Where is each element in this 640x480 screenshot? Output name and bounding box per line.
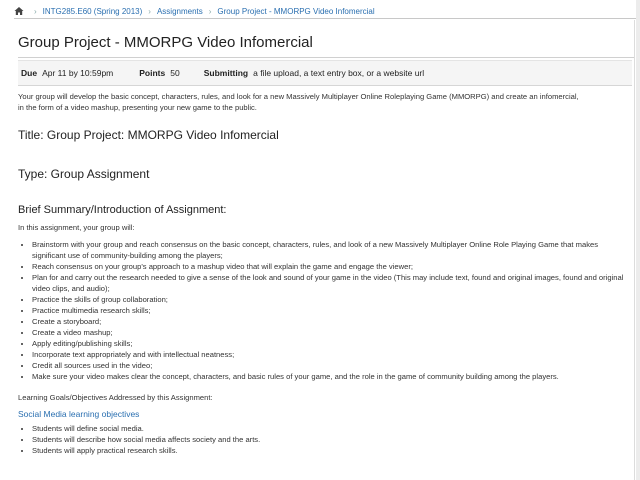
- brief-intro-text: In this assignment, your group will:: [18, 223, 135, 232]
- list-item: • Credit all sources used in the video;: [32, 360, 630, 371]
- assignment-task-list: [18, 239, 630, 382]
- social-media-objectives-list: [18, 423, 630, 456]
- title-divider: [18, 57, 634, 58]
- breadcrumb-assignments-link[interactable]: Assignments: [156, 6, 203, 16]
- list-item: • Create a video mashup;: [32, 327, 630, 338]
- content-border: [634, 20, 635, 480]
- breadcrumb-divider: [14, 18, 636, 19]
- intro-line: in the form of a video mashup, presenting your new game to the public.: [18, 103, 257, 112]
- submitting-label: Submitting: [203, 68, 249, 78]
- assignment-details-bar: [18, 60, 632, 86]
- list-item: • Make sure your video makes clear the concept, characters, and basic rules of your game, and the role in the game of community building among the players.: [32, 371, 630, 382]
- points-label: Points: [139, 68, 166, 78]
- scrollbar[interactable]: [636, 0, 640, 480]
- intro-line: Your group will develop the basic concept, characters, rules, and look for a new Massively Multiplayer Online Roleplaying Game (MMORPG) and create an infomercial,: [18, 92, 579, 101]
- social-media-objectives-link[interactable]: Social Media learning objectives: [18, 409, 140, 419]
- type-heading: Type: Group Assignment: [18, 167, 150, 181]
- breadcrumb-separator-icon: ›: [34, 6, 37, 16]
- list-item: • Practice multimedia research skills;: [32, 305, 630, 316]
- page-title: Group Project - MMORPG Video Infomercial: [18, 34, 313, 51]
- due-label: Due: [21, 68, 38, 78]
- intro-paragraph: [18, 91, 630, 113]
- submitting-value: a file upload, a text entry box, or a website url: [253, 68, 425, 78]
- list-item: • Students will apply practical research skills.: [32, 445, 630, 456]
- list-item: • Students will define social media.: [32, 423, 630, 434]
- learning-goals-text: Learning Goals/Objectives Addressed by this Assignment:: [18, 393, 213, 402]
- breadcrumb-current-link[interactable]: Group Project - MMORPG Video Infomercial: [217, 6, 375, 16]
- list-item: • Apply editing/publishing skills;: [32, 338, 630, 349]
- title-heading: Title: Group Project: MMORPG Video Infomercial: [18, 128, 279, 142]
- breadcrumb-course-link[interactable]: INTG285.E60 (Spring 2013): [42, 6, 143, 16]
- home-icon[interactable]: [14, 6, 24, 16]
- list-item: • Create a storyboard;: [32, 316, 630, 327]
- assignment-description: [18, 91, 630, 456]
- list-item: • Practice the skills of group collaboration;: [32, 294, 630, 305]
- due-value: Apr 11 by 10:59pm: [42, 68, 114, 78]
- list-item: • Incorporate text appropriately and with intellectual neatness;: [32, 349, 630, 360]
- breadcrumb-separator-icon: ›: [208, 6, 212, 16]
- list-item: • Students will describe how social media affects society and the arts.: [32, 434, 630, 445]
- brief-summary-heading: Brief Summary/Introduction of Assignment:: [18, 204, 227, 216]
- points-value: 50: [170, 68, 180, 78]
- breadcrumb: [14, 4, 375, 18]
- list-item: • Reach consensus on your group's approach to a mashup video that will explain the game and engage the viewer;: [32, 261, 630, 272]
- breadcrumb-separator-icon: ›: [148, 6, 151, 16]
- list-item: • Plan for and carry out the research needed to give a sense of the look and sound of your game in the video (This may include text, found and original images, found and original video clips, and audio);: [32, 272, 630, 294]
- list-item: • Brainstorm with your group and reach consensus on the basic concept, characters, rules, and look of a new Massively Multiplayer Online Role Playing Game that makes significant use of community-building among the players;: [32, 239, 630, 261]
